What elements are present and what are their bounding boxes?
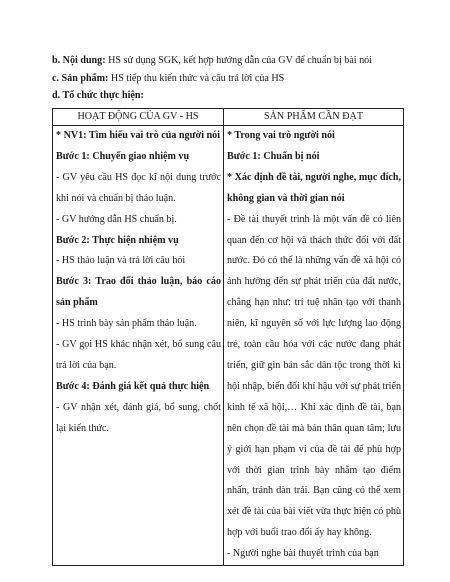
step3-title: Bước 3: Trao đổi thảo luận, báo cáo sản phẩm <box>56 276 221 309</box>
prepare-step-title: Bước 1: Chuẩn bị nói <box>227 150 320 162</box>
content-label: b. Nội dung: <box>52 55 106 66</box>
header-teacher-student-activity: HOẠT ĐỘNG CỦA GV - HS <box>53 109 224 126</box>
product-label: c. Sản phẩm: <box>52 72 109 84</box>
activity-cell <box>53 126 224 566</box>
step4-item-a: - GV nhận xét, đánh giá, bổ sung, chốt lại kiến thức. <box>56 401 221 434</box>
product-text: HS tiếp thu kiến thức và câu trả lời của HS <box>108 72 285 84</box>
activity-table <box>52 108 404 566</box>
step2-item-a: - HS thảo luận và trả lời câu hỏi <box>56 255 186 267</box>
step1-item-a: - GV yêu cầu HS đọc kĩ nội dung trước khi nói và chuẩn bị thảo luận. <box>56 171 221 204</box>
listener-paragraph: - Người nghe bài thuyết trình của bạn <box>227 548 379 560</box>
step3-item-b: - GV gọi HS khác nhận xét, bổ sung câu trả lời của bạn. <box>56 339 221 371</box>
task-nv1: * NV1: Tìm hiểu vai trò của người nói <box>56 130 220 141</box>
table-header-row <box>53 109 404 126</box>
topic-heading: * Xác định đề tài, người nghe, mục đích, không gian và thời gian nói <box>227 171 401 204</box>
header-expected-product: SẢN PHẨM CẦN ĐẠT <box>224 109 404 126</box>
step1-title: Bước 1: Chuyển giao nhiệm vụ <box>56 150 190 162</box>
step3-item-a: - HS trình bày sản phẩm thảo luận. <box>56 318 197 330</box>
product-cell <box>224 126 404 566</box>
content-line <box>52 52 412 70</box>
organization-label: d. Tổ chức thực hiện: <box>52 90 144 101</box>
step4-title: Bước 4: Đánh giá kết quả thực hiện <box>56 380 210 392</box>
step2-title: Bước 2: Thực hiện nhiệm vụ <box>56 234 179 246</box>
intro-section <box>52 52 412 105</box>
step1-item-b: - GV hướng dẫn HS chuẩn bị. <box>56 213 177 225</box>
product-line <box>52 70 412 88</box>
organization-line <box>52 87 412 105</box>
topic-paragraph: - Đề tài thuyết trình là một vấn đề có liên quan đến cơ hội và thách thức đối với đất nước. Đó có thể là những vấn đề xã hội có ảnh hưởng đến sự phát triển của đất nước, chẳng hạn như: trí tuệ nhân tạo với thanh niên, kĩ nguyên số với lực lượng lao động trẻ, toàn cầu hóa với các nước đang phát triển, giữ gìn bản sắc dân tộc trong thời kì hội nhập, biến đổi khí hậu với sự phát triển kinh tế xã hội,… Khi xác định đề tài, bạn nên chọn đề tài mà bản thân quan tâm; lưu ý giới hạn phạm vi của đề tài để phù hợp với thời gian trình bày nhằm tạo điểm nhấn, tránh dàn trải. Bạn cũng có thể xem xét đề tài của bài viết vừa thực hiện có phù hợp với buổi trao đổi ấy hay không. <box>227 213 401 539</box>
content-text: HS sử dụng SGK, kết hợp hướng dẫn của GV để chuẩn bị bài nói <box>105 55 373 66</box>
table-row <box>53 126 404 566</box>
speaker-role-title: * Trong vai trò người nói <box>227 130 335 141</box>
